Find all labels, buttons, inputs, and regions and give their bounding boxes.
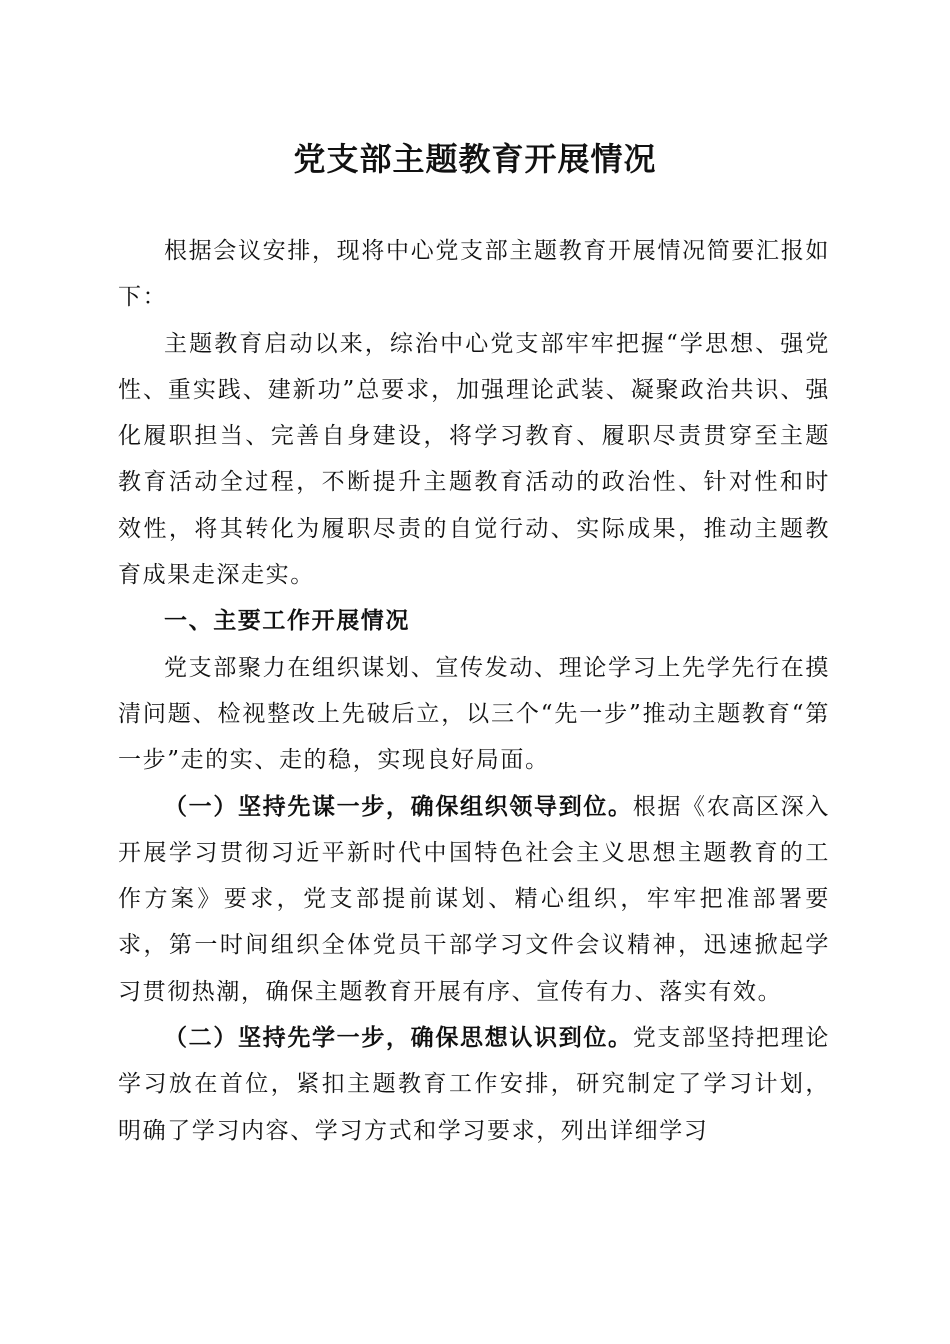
document-title: 党支部主题教育开展情况 xyxy=(293,140,657,178)
item-two-lead: （二）坚持先学一步，确保思想认识到位。 xyxy=(164,1024,633,1052)
document-body xyxy=(118,228,830,1154)
section-intro-paragraph: 党支部聚力在组织谋划、宣传发动、理论学习上先学先行在摸清问题、检视整改上先破后立，以三个“先一步”推动主题教育“第一步”走的实、走的稳，实现良好局面。 xyxy=(118,654,830,774)
item-one-lead: （一）坚持先谋一步，确保组织领导到位。 xyxy=(164,792,633,820)
item-one-text: 根据《农高区深入开展学习贯彻习近平新时代中国特色社会主义思想主题教育的工作方案》要求，党支部提前谋划、精心组织，牢牢把准部署要求，第一时间组织全体党员干部学习文件会议精神，迅速掀起学习贯彻热潮，确保主题教育开展有序、宣传有力、落实有效。 xyxy=(118,793,830,1005)
item-one-paragraph xyxy=(118,784,830,1015)
item-two-text: 党支部坚持把理论学习放在首位，紧扣主题教育工作安排，研究制定了学习计划，明确了学习内容、学习方式和学习要求，列出详细学习 xyxy=(118,1025,830,1144)
opening-paragraph: 根据会议安排，现将中心党支部主题教育开展情况简要汇报如下： xyxy=(118,238,830,311)
section-heading: 一、主要工作开展情况 xyxy=(164,608,410,635)
item-two-paragraph xyxy=(118,1015,830,1154)
overview-paragraph: 主题教育启动以来，综治中心党支部牢牢把握“学思想、强党性、重实践、建新功”总要求，加强理论武装、凝聚政治共识、强化履职担当、完善自身建设，将学习教育、履职尽责贯穿至主题教育活动全过程，不断提升主题教育活动的政治性、针对性和时效性，将其转化为履职尽责的自觉行动、实际成果，推动主题教育成果走深走实。 xyxy=(118,330,830,589)
